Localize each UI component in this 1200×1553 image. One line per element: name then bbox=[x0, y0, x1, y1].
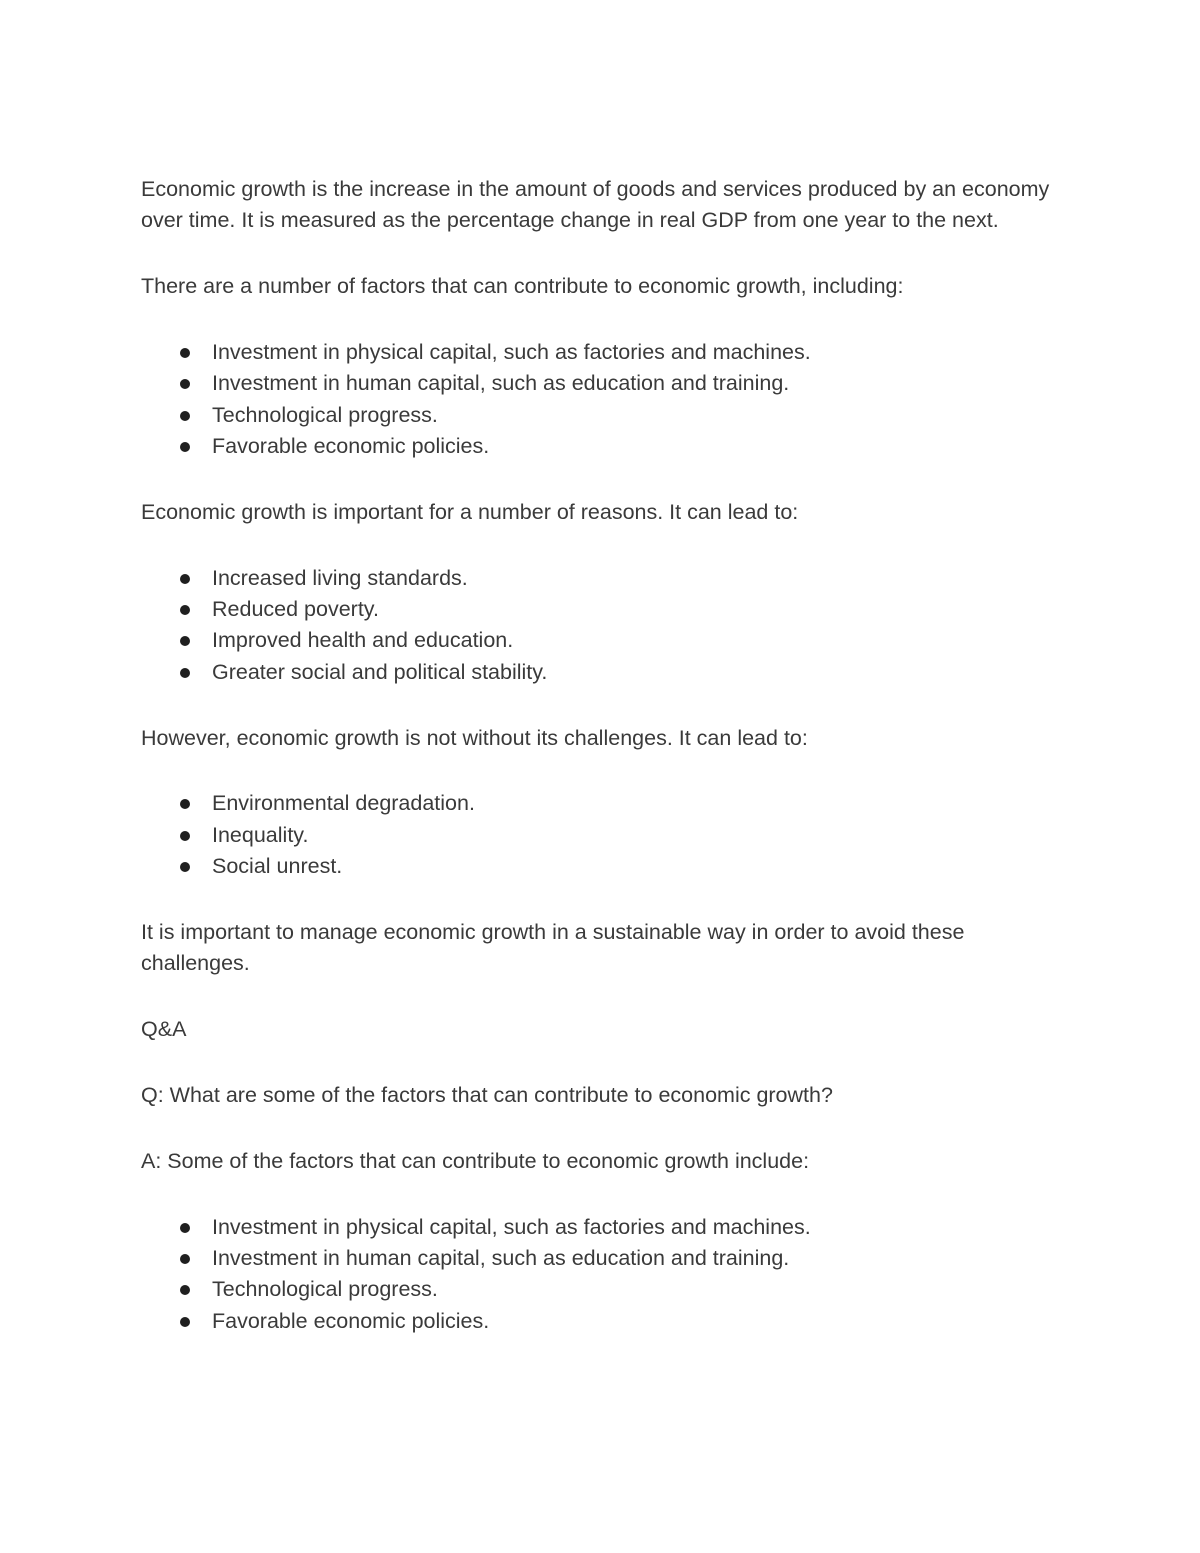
list-item-text: Technological progress. bbox=[212, 1277, 438, 1302]
list-item bbox=[141, 368, 1071, 399]
challenges-intro-paragraph: However, economic growth is not without its challenges. It can lead to: bbox=[141, 725, 808, 750]
list-item-text: Favorable economic policies. bbox=[212, 433, 490, 458]
bullet-icon bbox=[180, 379, 190, 389]
paragraph-spacer bbox=[141, 980, 1071, 1015]
list-item-text: Inequality. bbox=[212, 822, 309, 847]
question-paragraph: Q: What are some of the factors that can contribute to economic growth? bbox=[141, 1082, 833, 1107]
list-item-text: Technological progress. bbox=[212, 402, 438, 427]
intro-paragraph: Economic growth is the increase in the amount of goods and services produced by an economy over time. It is measured as the percentage change in real GDP from one year to the next. bbox=[141, 177, 1050, 233]
paragraph-spacer bbox=[141, 1045, 1071, 1080]
list-item bbox=[141, 1212, 1071, 1243]
bullet-icon bbox=[180, 1317, 190, 1327]
paragraph-spacer bbox=[141, 754, 1071, 789]
list-item bbox=[141, 851, 1071, 882]
paragraph-spacer bbox=[141, 1177, 1071, 1212]
list-item-text: Improved health and education. bbox=[212, 628, 514, 653]
list-item-text: Increased living standards. bbox=[212, 565, 468, 590]
bullet-icon bbox=[180, 636, 190, 646]
paragraph-spacer bbox=[141, 688, 1071, 723]
bullet-icon bbox=[180, 799, 190, 809]
list-item bbox=[141, 1306, 1071, 1337]
challenges-list bbox=[141, 788, 1071, 882]
bullet-icon bbox=[180, 411, 190, 421]
bullet-icon bbox=[180, 348, 190, 358]
list-item bbox=[141, 337, 1071, 368]
list-item-text: Investment in human capital, such as education and training. bbox=[212, 1246, 790, 1271]
list-item bbox=[141, 1274, 1071, 1305]
bullet-icon bbox=[180, 668, 190, 678]
list-item-text: Investment in human capital, such as education and training. bbox=[212, 371, 790, 396]
paragraph-spacer bbox=[141, 1111, 1071, 1146]
list-item bbox=[141, 431, 1071, 462]
paragraph-spacer bbox=[141, 528, 1071, 563]
bullet-icon bbox=[180, 862, 190, 872]
qa-heading: Q&A bbox=[141, 1017, 187, 1042]
list-item-text: Social unrest. bbox=[212, 854, 343, 879]
importance-intro-paragraph: Economic growth is important for a number of reasons. It can lead to: bbox=[141, 499, 799, 524]
benefits-list bbox=[141, 563, 1071, 688]
paragraph-spacer bbox=[141, 237, 1071, 272]
bullet-icon bbox=[180, 1223, 190, 1233]
list-item bbox=[141, 400, 1071, 431]
answer-factors-list bbox=[141, 1212, 1071, 1337]
bullet-icon bbox=[180, 1254, 190, 1264]
paragraph-spacer bbox=[141, 302, 1071, 337]
bullet-icon bbox=[180, 1285, 190, 1295]
factors-intro-paragraph: There are a number of factors that can contribute to economic growth, including: bbox=[141, 274, 904, 299]
bullet-icon bbox=[180, 831, 190, 841]
document-body bbox=[141, 174, 1071, 1337]
paragraph-spacer bbox=[141, 882, 1071, 917]
bullet-icon bbox=[180, 574, 190, 584]
bullet-icon bbox=[180, 605, 190, 615]
list-item-text: Environmental degradation. bbox=[212, 791, 475, 816]
list-item-text: Greater social and political stability. bbox=[212, 659, 548, 684]
conclusion-paragraph: It is important to manage economic growth in a sustainable way in order to avoid these challenges. bbox=[141, 919, 965, 976]
factors-list bbox=[141, 337, 1071, 462]
paragraph-spacer bbox=[141, 462, 1071, 497]
list-item-text: Favorable economic policies. bbox=[212, 1308, 490, 1333]
list-item bbox=[141, 563, 1071, 594]
answer-intro-paragraph: A: Some of the factors that can contribute to economic growth include: bbox=[141, 1148, 810, 1173]
list-item-text: Investment in physical capital, such as factories and machines. bbox=[212, 340, 811, 365]
list-item-text: Reduced poverty. bbox=[212, 597, 379, 622]
list-item bbox=[141, 657, 1071, 688]
list-item bbox=[141, 820, 1071, 851]
list-item-text: Investment in physical capital, such as factories and machines. bbox=[212, 1214, 811, 1239]
bullet-icon bbox=[180, 442, 190, 452]
list-item bbox=[141, 788, 1071, 819]
list-item bbox=[141, 625, 1071, 656]
list-item bbox=[141, 1243, 1071, 1274]
list-item bbox=[141, 594, 1071, 625]
